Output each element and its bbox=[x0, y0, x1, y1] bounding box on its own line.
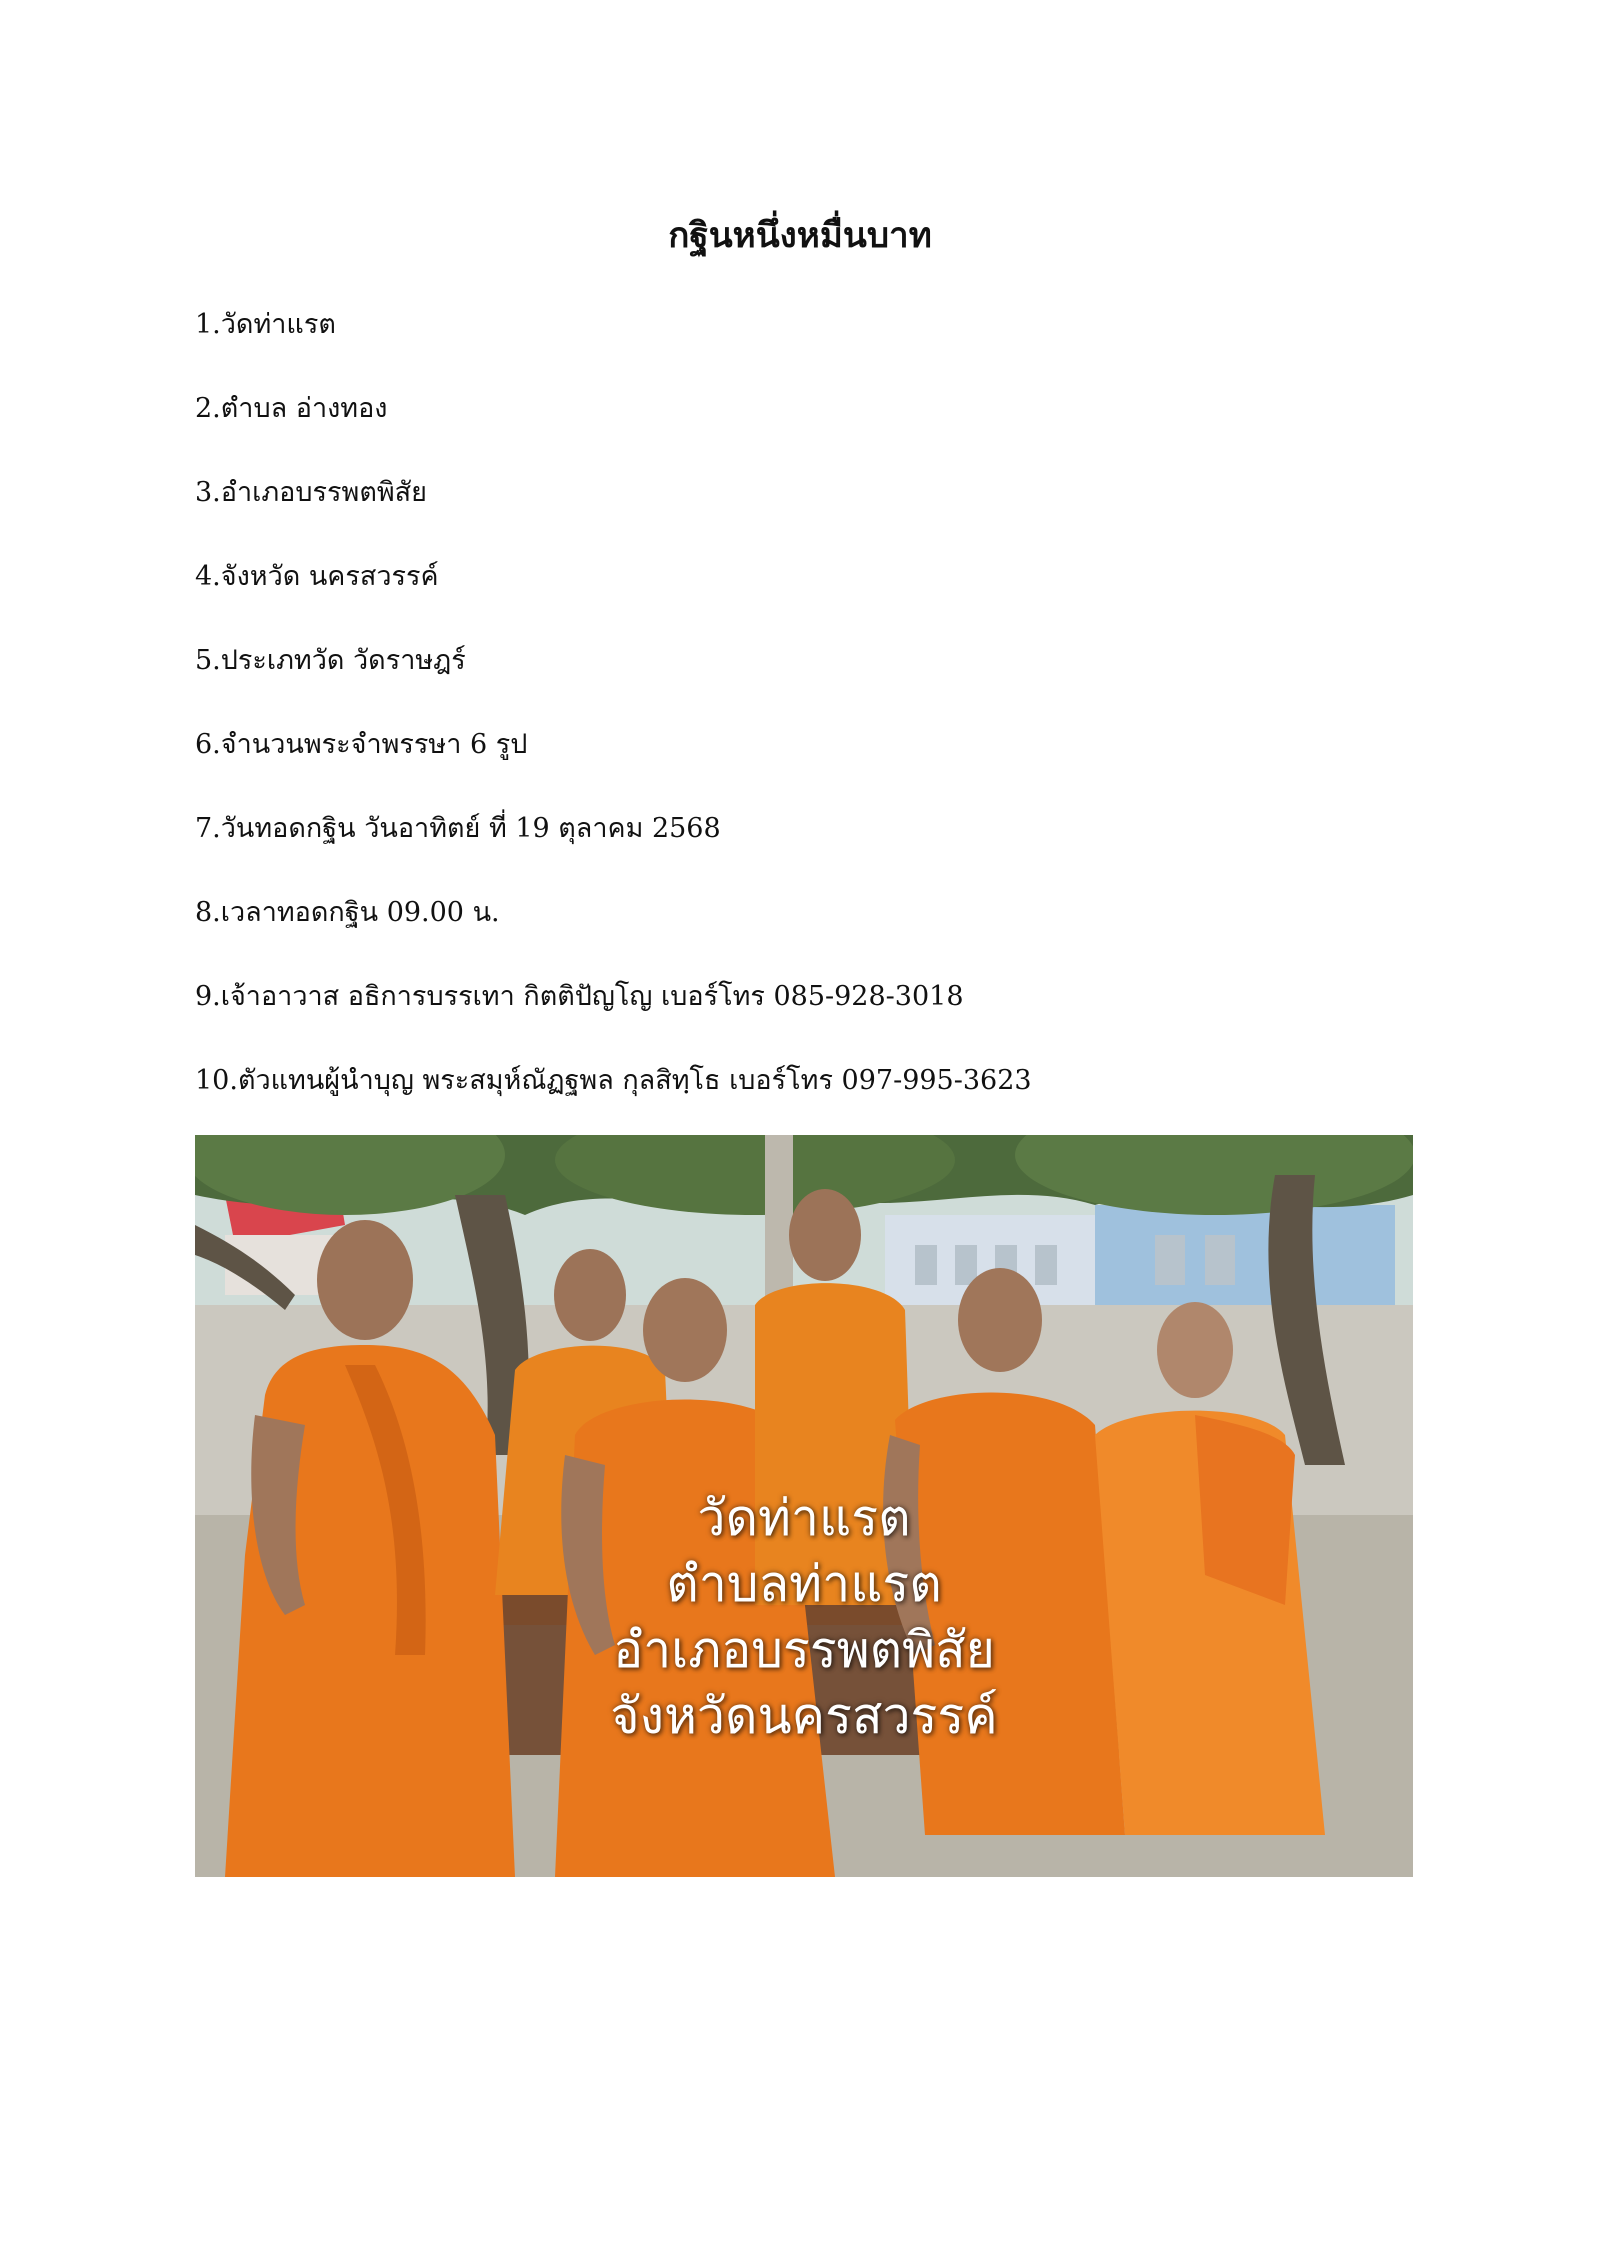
page-title: กฐินหนึ่งหมื่นบาท bbox=[668, 215, 932, 256]
info-list bbox=[195, 300, 1032, 1140]
info-item-ceremony-date: 7.วันทอดกฐิน วันอาทิตย์ ที่ 19 ตุลาคม 2568 bbox=[195, 813, 721, 844]
info-item-monk-count: 6.จำนวนพระจำพรรษา 6 รูป bbox=[195, 729, 528, 760]
info-item-subdistrict: 2.ตำบล อ่างทอง bbox=[195, 393, 388, 424]
photo-overlay-text bbox=[195, 1485, 1413, 1749]
info-item-province: 4.จังหวัด นครสวรรค์ bbox=[195, 561, 439, 592]
info-item-ceremony-time: 8.เวลาทอดกฐิน 09.00 น. bbox=[195, 897, 500, 928]
overlay-line-district: อำเภอบรรพตพิสัย bbox=[613, 1621, 995, 1679]
info-item-abbot: 9.เจ้าอาวาส อธิการบรรเทา กิตติปัญโญ เบอร์โทร 085-928-3018 bbox=[195, 981, 964, 1012]
overlay-line-temple: วัดท่าแรต bbox=[697, 1489, 911, 1547]
info-item-temple-type: 5.ประเภทวัด วัดราษฎร์ bbox=[195, 645, 466, 676]
overlay-line-province: จังหวัดนครสวรรค์ bbox=[610, 1687, 998, 1745]
info-item-district: 3.อำเภอบรรพตพิสัย bbox=[195, 477, 427, 508]
monks-photo bbox=[195, 1135, 1413, 1877]
info-item-representative: 10.ตัวแทนผู้นำบุญ พระสมุห์ณัฏฐพล กุลสิทฺโธ เบอร์โทร 097-995-3623 bbox=[195, 1065, 1032, 1096]
info-item-temple: 1.วัดท่าแรต bbox=[195, 309, 336, 340]
overlay-line-subdistrict: ตำบลท่าแรต bbox=[666, 1555, 942, 1613]
